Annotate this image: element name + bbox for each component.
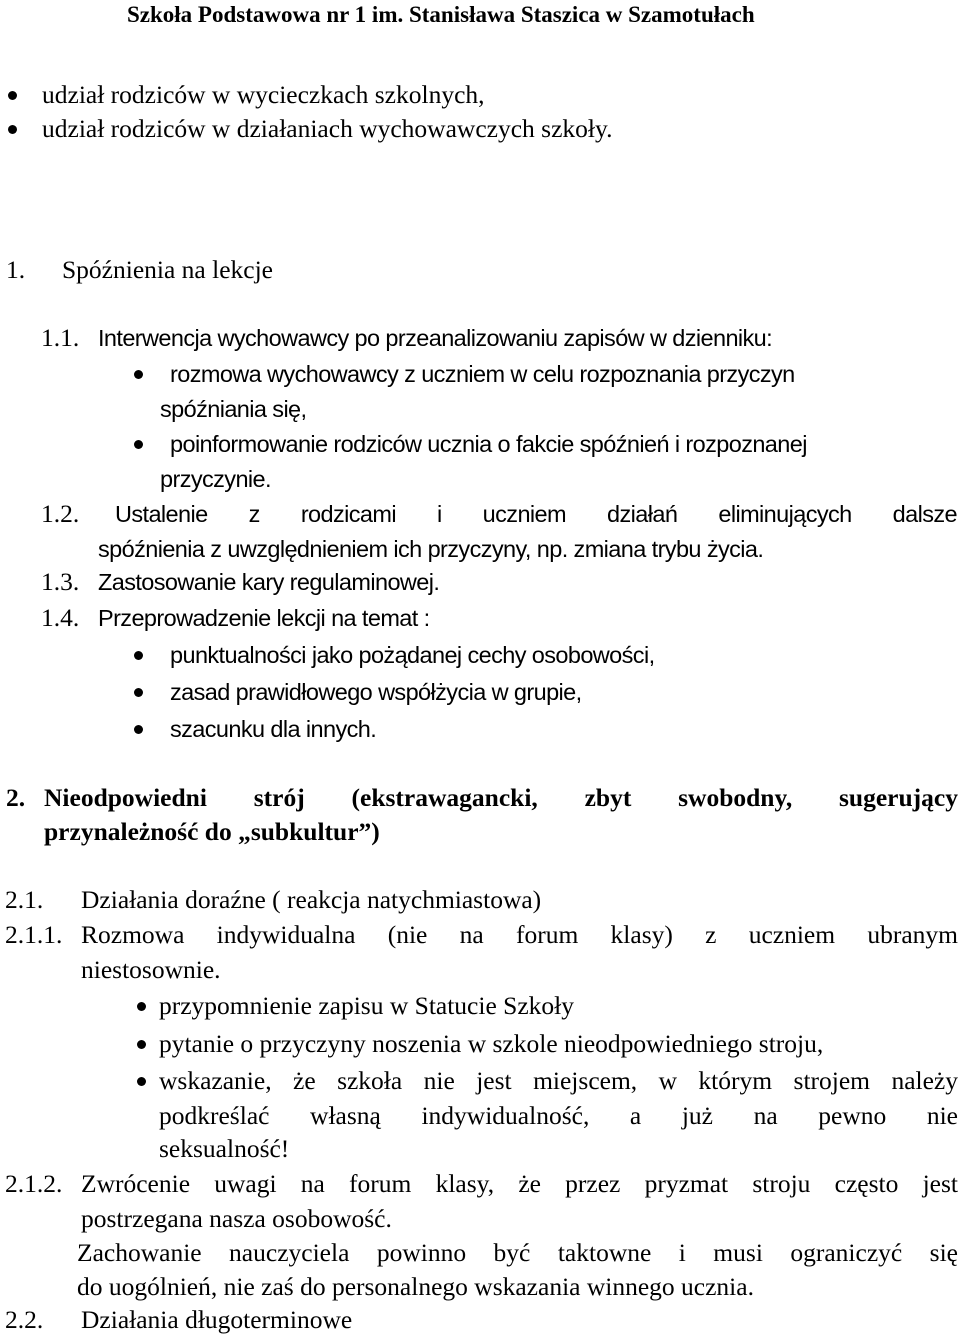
list-item: poinformowanie rodziców ucznia o fakcie spóźnień i rozpoznanej <box>170 431 807 457</box>
subsection-number: 1.2. <box>41 499 80 528</box>
section-title: Spóźnienia na lekcje <box>62 255 273 284</box>
subsection-text-continuation: niestosownie. <box>81 955 221 984</box>
list-item: udział rodziców w wycieczkach szkolnych, <box>42 80 485 109</box>
list-item: wskazanie, że szkoła nie jest miejscem, w którym strojem należy <box>159 1066 958 1095</box>
bullet-icon <box>134 370 143 379</box>
page-header: Szkoła Podstawowa nr 1 im. Stanisława Staszica w Szamotułach <box>127 2 755 27</box>
bullet-icon <box>134 440 143 449</box>
subsection-number: 1.4. <box>41 603 80 632</box>
subsection-text: Działania długoterminowe <box>81 1305 353 1334</box>
list-item: punktualności jako pożądanej cechy osobowości, <box>170 642 655 668</box>
subsection-number: 2.1. <box>5 885 44 914</box>
subsection-number: 2.2. <box>5 1305 44 1334</box>
subsection-number: 1.3. <box>41 567 80 596</box>
bullet-icon <box>8 91 17 100</box>
section-number: 1. <box>6 255 26 284</box>
list-item: udział rodziców w działaniach wychowawczych szkoły. <box>42 114 613 143</box>
list-item: rozmowa wychowawcy z uczniem w celu rozpoznania przyczyn <box>170 361 795 387</box>
list-item: pytanie o przyczyny noszenia w szkole nieodpowiedniego stroju, <box>159 1029 824 1058</box>
subsection-text: Ustalenie z rodzicami i uczniem działań eliminujących dalsze <box>115 501 957 527</box>
list-item-continuation: podkreślać własną indywidualność, a już na pewno nie <box>159 1101 958 1130</box>
subsection-text-continuation: do uogólnień, nie zaś do personalnego wskazania winnego ucznia. <box>77 1272 754 1301</box>
subsection-text: Interwencja wychowawcy po przeanalizowaniu zapisów w dzienniku: <box>98 325 773 351</box>
subsection-text: Rozmowa indywidualna (nie na forum klasy) z uczniem ubranym <box>81 920 958 949</box>
subsection-number: 1.1. <box>41 323 80 352</box>
subsection-text-continuation: spóźnienia z uwzględnieniem ich przyczyny, np. zmiana trybu życia. <box>98 536 764 562</box>
list-item-continuation: przyczynie. <box>160 466 271 492</box>
list-item-continuation: spóźniania się, <box>160 396 307 422</box>
list-item: zasad prawidłowego współżycia w grupie, <box>170 679 582 705</box>
bullet-icon <box>134 725 143 734</box>
list-item: przypomnienie zapisu w Statucie Szkoły <box>159 991 574 1020</box>
bullet-icon <box>134 688 143 697</box>
subsection-text-continuation: Zachowanie nauczyciela powinno być taktowne i musi ograniczyć się <box>77 1238 958 1267</box>
subsection-text-continuation: postrzegana nasza osobowość. <box>81 1204 392 1233</box>
bullet-icon <box>134 651 143 660</box>
subsection-text: Zastosowanie kary regulaminowej. <box>98 569 440 595</box>
subsection-text: Zwrócenie uwagi na forum klasy, że przez pryzmat stroju często jest <box>81 1169 958 1198</box>
section-number: 2. <box>6 783 26 812</box>
bullet-icon <box>8 125 17 134</box>
list-item: szacunku dla innych. <box>170 716 377 742</box>
subsection-text: Przeprowadzenie lekcji na temat : <box>98 605 430 631</box>
section-title: Nieodpowiedni strój (ekstrawagancki, zbyt swobodny, sugerujący <box>44 783 958 812</box>
section-title-continuation: przynależność do „subkultur”) <box>44 817 380 846</box>
list-item-continuation: seksualność! <box>159 1134 290 1163</box>
bullet-icon <box>137 1040 146 1049</box>
bullet-icon <box>137 1077 146 1086</box>
subsection-number: 2.1.1. <box>5 920 63 949</box>
bullet-icon <box>137 1002 146 1011</box>
subsection-number: 2.1.2. <box>5 1169 63 1198</box>
subsection-text: Działania doraźne ( reakcja natychmiastowa) <box>81 885 542 914</box>
